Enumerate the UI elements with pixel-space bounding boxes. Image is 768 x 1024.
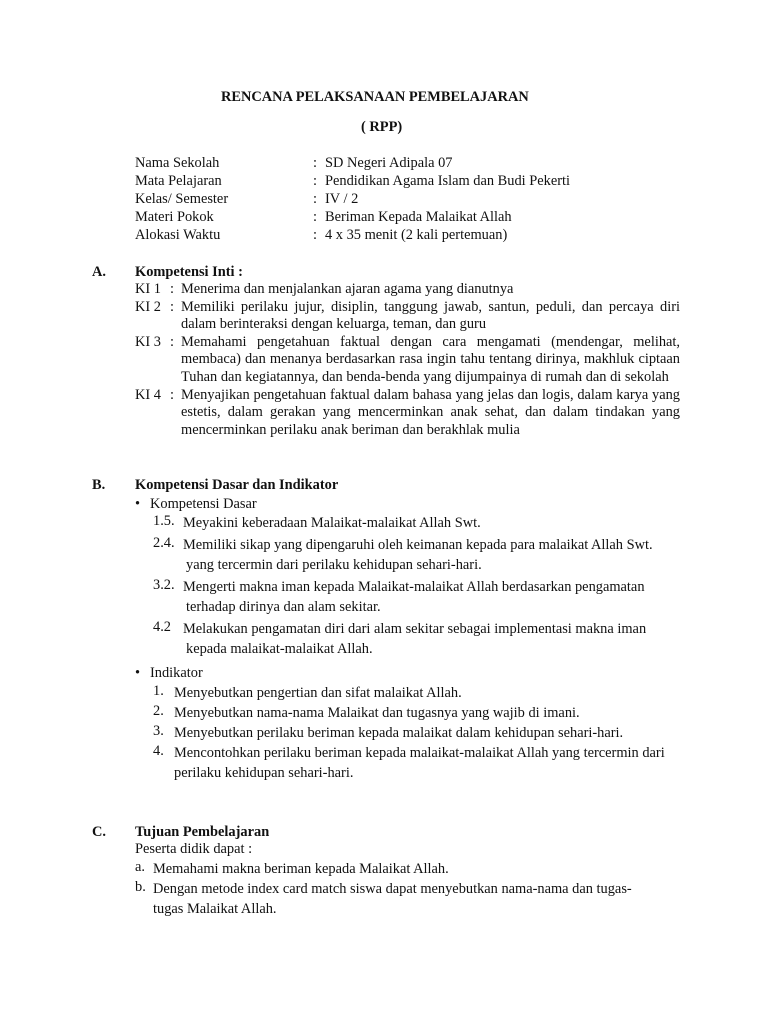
kd-line: Memiliki sikap yang dipengaruhi oleh keimanan kepada para malaikat Allah Swt. [183,537,653,553]
indikator-list [153,683,693,783]
identity-label: Materi Pokok [135,209,214,225]
tujuan-letter: a. [135,858,145,875]
tujuan-letter: b. [135,878,146,895]
identity-colon: : [313,173,317,189]
ki-item [135,334,680,387]
indikator-heading-text: Indikator [150,665,203,681]
indikator-number: 4. [153,743,164,759]
tujuan-item [135,859,675,879]
identity-colon: : [313,191,317,207]
ki-colon: : [170,298,174,315]
section-b-letter: B. [92,477,106,493]
ki-text: Menerima dan menjalankan ajaran agama yang dianutnya [181,281,514,297]
identity-value: SD Negeri Adipala 07 [325,155,453,171]
identity-label: Kelas/ Semester [135,191,229,207]
identity-label: Mata Pelajaran [135,173,222,189]
kd-line-cont: yang tercermin dari perilaku kehidupan sehari-hari. [186,557,482,573]
tujuan-list [135,841,675,919]
section-a-letter: A. [92,264,106,280]
ki-item [135,281,680,299]
kompetensi-inti-list [135,281,680,439]
bullet-icon: • [135,665,141,681]
tujuan-text: Memahami makna beriman kepada Malaikat Allah. [153,860,449,877]
kd-number: 3.2. [153,577,175,593]
indikator-item [153,723,693,743]
section-b-title: Kompetensi Dasar dan Indikator [135,477,339,493]
kd-item [153,535,693,575]
ki-code: KI 3 [135,333,161,350]
ki-item [135,387,680,440]
identity-value: 4 x 35 menit (2 kali pertemuan) [325,227,508,243]
identity-value: Pendidikan Agama Islam dan Budi Pekerti [325,173,570,189]
identity-label: Alokasi Waktu [135,227,221,243]
kd-line: Mengerti makna iman kepada Malaikat-malaikat Allah berdasarkan pengamatan [183,579,645,595]
kd-line-cont: kepada malaikat-malaikat Allah. [186,641,373,657]
indikator-text: Mencontohkan perilaku beriman kepada malaikat-malaikat Allah yang tercermin dari perilaku kehidupan sehari-hari. [174,745,665,781]
indikator-text: Menyebutkan perilaku beriman kepada malaikat dalam kehidupan sehari-hari. [174,725,624,741]
indikator-number: 3. [153,723,164,739]
kd-line: Melakukan pengamatan diri dari alam sekitar sebagai implementasi makna iman [183,621,647,637]
indikator-item [153,743,693,783]
section-c-title: Tujuan Pembelajaran [135,824,270,840]
tujuan-text: Dengan metode index card match siswa dapat menyebutkan nama-nama dan tugas-tugas Malaikat Allah. [153,880,632,917]
ki-text: Memiliki perilaku jujur, disiplin, tanggung jawab, santun, peduli, dan percaya diri dalam berinteraksi dengan keluarga, teman, dan guru [181,298,680,333]
section-c-letter: C. [92,824,106,840]
kd-number: 1.5. [153,513,175,529]
section-a-title: Kompetensi Inti : [135,264,243,280]
identity-label: Nama Sekolah [135,155,220,171]
ki-item [135,299,680,334]
document-subtitle: ( RPP) [361,119,403,135]
ki-colon: : [170,386,174,403]
indikator-text: Menyebutkan nama-nama Malaikat dan tugasnya yang wajib di imani. [174,705,580,721]
ki-colon: : [170,333,174,350]
kd-line-cont: terhadap dirinya dan alam sekitar. [186,599,381,615]
indikator-item [153,703,693,723]
kd-item [153,619,693,659]
ki-code: KI 1 [135,281,161,297]
tujuan-intro: Peserta didik dapat : [135,841,253,857]
ki-text: Memahami pengetahuan faktual dengan cara mengamati (mendengar, melihat, membaca) dan menanya berdasarkan rasa ingin tahu tentang dirinya, makhluk ciptaan Tuhan dan kegiatannya, dan benda-benda yang dijumpainya di rumah dan di sekolah [181,333,680,385]
indikator-text: Menyebutkan pengertian dan sifat malaikat Allah. [174,685,462,701]
kd-number: 4.2 [153,619,171,635]
identity-colon: : [313,155,317,171]
ki-colon: : [170,281,174,297]
document-title-text: RENCANA PELAKSANAAN PEMBELAJARAN [221,89,529,105]
indikator-item [153,683,693,703]
kd-item [153,577,693,617]
kd-item [153,513,693,533]
tujuan-item [135,879,675,919]
identity-colon: : [313,209,317,225]
kd-heading [135,496,257,514]
kompetensi-dasar-list [153,513,693,661]
ki-code: KI 4 [135,386,161,403]
kd-heading-text: Kompetensi Dasar [150,496,257,512]
identity-value: IV / 2 [325,191,359,207]
ki-code: KI 2 [135,298,161,315]
ki-text: Menyajikan pengetahuan faktual dalam bahasa yang jelas dan logis, dalam karya yang estetis, dalam gerakan yang mencerminkan anak sehat, dan dalam tindakan yang mencerminkan perilaku anak beriman dan berakhlak mulia [181,386,680,438]
indikator-number: 2. [153,703,164,719]
identity-colon: : [313,227,317,243]
kd-number: 2.4. [153,535,175,551]
kd-line: Meyakini keberadaan Malaikat-malaikat Allah Swt. [183,515,481,531]
identity-value: Beriman Kepada Malaikat Allah [325,209,512,225]
indikator-heading [135,665,203,683]
indikator-number: 1. [153,683,164,699]
bullet-icon: • [135,496,141,512]
